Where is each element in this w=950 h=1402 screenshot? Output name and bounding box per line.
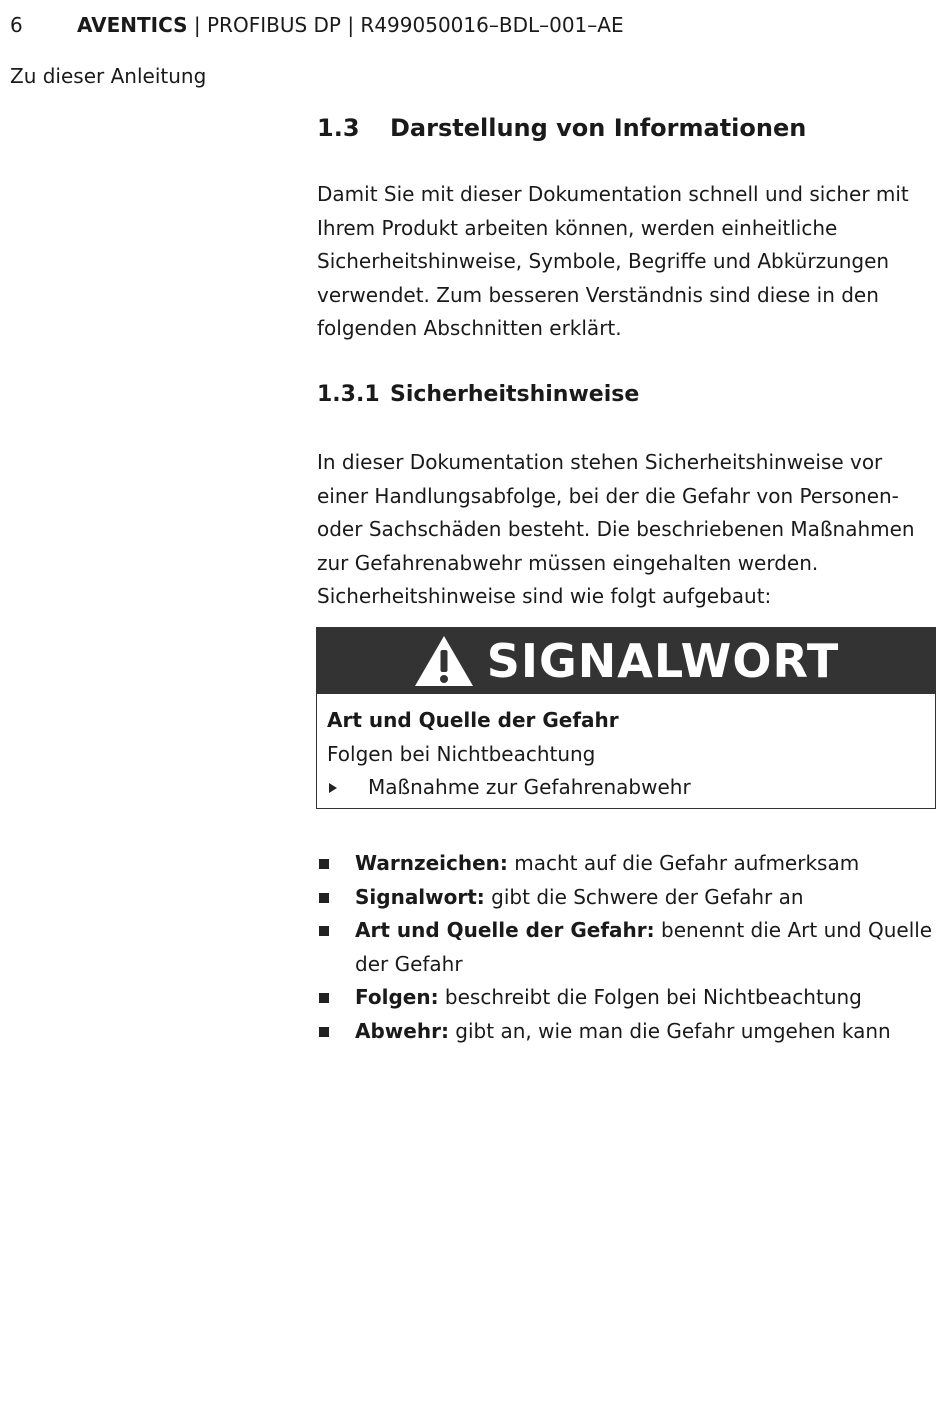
hazard-source: Art und Quelle der Gefahr xyxy=(327,708,619,732)
section-title: Darstellung von Informationen xyxy=(390,114,807,142)
list-item-term: Art und Quelle der Gefahr: xyxy=(355,918,655,942)
section-number: 1.3 xyxy=(317,114,360,142)
subsection-heading xyxy=(317,382,639,407)
list-item-text: macht auf die Gefahr aufmerksam xyxy=(507,851,860,875)
document-info: | PROFIBUS DP | R499050016–BDL–001–AE xyxy=(187,13,624,37)
list-item-term: Signalwort: xyxy=(355,884,485,909)
subsection-intro-paragraph: In dieser Dokumentation stehen Sicherheitshinweise vor einer Handlungsabfolge, bei der die Gefahr von Personen- oder Sachschäden besteht. Die beschriebenen Maßnahmen zur Gefahrenabwehr müssen eingehalten werden. Sicherheitshinweise sind wie folgt aufgebaut: xyxy=(317,450,915,608)
subsection-number: 1.3.1 xyxy=(317,382,380,407)
subsection-title: Sicherheitshinweise xyxy=(390,382,640,407)
list-item-text: beschreibt die Folgen bei Nichtbeachtung xyxy=(438,985,862,1009)
hazard-measure xyxy=(327,771,935,805)
arrow-right-icon xyxy=(329,783,337,793)
chapter-label: Zu dieser Anleitung xyxy=(10,64,207,88)
list-item xyxy=(317,1015,939,1049)
list-item-text: gibt die Schwere der Gefahr an xyxy=(484,884,804,909)
safety-notice-header xyxy=(317,628,935,694)
signal-word: SIGNALWORT xyxy=(486,634,840,688)
safety-notice-body xyxy=(317,694,935,805)
list-item xyxy=(317,914,939,981)
list-item xyxy=(317,981,939,1015)
page-header xyxy=(10,13,624,37)
list-item-term: Warnzeichen: xyxy=(355,851,508,875)
list-item-term: Folgen: xyxy=(355,985,439,1009)
square-bullet-icon xyxy=(319,926,329,936)
hazard-measure-text: Maßnahme zur Gefahrenabwehr xyxy=(368,775,691,799)
safety-notice-box xyxy=(316,627,936,809)
list-item-text: gibt an, wie man die Gefahr umgehen kann xyxy=(448,1018,891,1043)
list-item xyxy=(317,881,939,915)
list-item-term: Abwehr: xyxy=(355,1018,449,1043)
brand-name: AVENTICS xyxy=(77,13,188,37)
square-bullet-icon xyxy=(319,893,329,903)
list-item xyxy=(317,847,939,881)
square-bullet-icon xyxy=(319,859,329,869)
notice-elements-list xyxy=(317,847,939,1048)
page-number: 6 xyxy=(10,13,23,37)
list-item-text: benennt die Art und Quelle der Gefahr xyxy=(355,918,933,976)
square-bullet-icon xyxy=(319,993,329,1003)
section-heading xyxy=(317,114,806,142)
square-bullet-icon xyxy=(319,1027,329,1037)
warning-triangle-icon xyxy=(413,634,475,688)
hazard-consequence: Folgen bei Nichtbeachtung xyxy=(327,741,596,766)
section-intro-paragraph: Damit Sie mit dieser Dokumentation schnell und sicher mit Ihrem Produkt arbeiten können, werden einheitliche Sicherheitshinweise, Symbole, Begriffe und Abkürzungen verwendet. Zum besseren Verständnis sind diese in den folgenden Abschnitten erklärt. xyxy=(317,182,909,340)
